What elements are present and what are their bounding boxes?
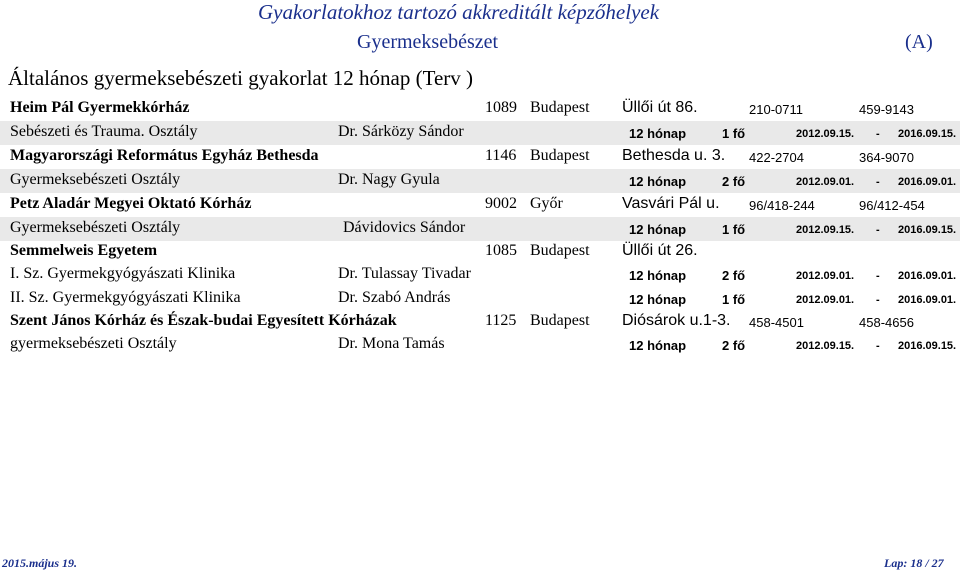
date-to: 2016.09.01.	[898, 270, 957, 282]
institution-city: Budapest	[530, 312, 590, 329]
date-to: 2016.09.01.	[898, 294, 957, 306]
institution-city: Budapest	[530, 242, 590, 259]
category-label: (A)	[905, 31, 933, 53]
document-title: Gyakorlatokhoz tartozó akkreditált képzőhelyek	[258, 0, 660, 24]
department-name: Gyermeksebészeti Osztály	[10, 171, 181, 188]
trainee-count: 1 fő	[722, 222, 746, 237]
institution-city: Győr	[530, 195, 563, 212]
date-dash: -	[876, 270, 880, 282]
department-head: Dr. Nagy Gyula	[338, 171, 440, 188]
training-duration: 12 hónap	[629, 174, 687, 189]
institution-address: Üllői út 26.	[622, 242, 698, 259]
institution-name: Szent János Kórház és Észak-budai Egyesített Kórházak	[10, 312, 397, 329]
date-from: 2012.09.01.	[796, 294, 855, 306]
date-from: 2012.09.01.	[796, 270, 855, 282]
department-head: Dr. Szabó András	[338, 289, 451, 306]
section-heading: Általános gyermeksebészeti gyakorlat 12 hónap (Terv )	[8, 66, 474, 90]
date-dash: -	[876, 176, 880, 188]
training-duration: 12 hónap	[629, 338, 687, 353]
date-from: 2012.09.01.	[796, 176, 855, 188]
trainee-count: 2 fő	[722, 338, 746, 353]
department-name: gyermeksebészeti Osztály	[10, 335, 177, 352]
department-head: Dr. Mona Tamás	[338, 335, 445, 352]
trainee-count: 2 fő	[722, 268, 746, 283]
date-to: 2016.09.15.	[898, 340, 957, 352]
institution-fax: 459-9143	[859, 102, 914, 117]
footer-date: 2015.május 19.	[2, 556, 78, 570]
institution-phone: 96/418-244	[749, 198, 815, 213]
department-name: Sebészeti és Trauma. Osztály	[10, 123, 198, 140]
department-head: Dávidovics Sándor	[343, 219, 466, 236]
institution-name: Petz Aladár Megyei Oktató Kórház	[10, 195, 252, 212]
institution-zip: 1146	[485, 147, 517, 164]
date-to: 2016.09.01.	[898, 176, 957, 188]
institution-city: Budapest	[530, 99, 590, 116]
training-duration: 12 hónap	[629, 222, 687, 237]
institution-fax: 458-4656	[859, 315, 914, 330]
training-duration: 12 hónap	[629, 126, 687, 141]
date-dash: -	[876, 294, 880, 306]
trainee-count: 1 fő	[722, 126, 746, 141]
date-to: 2016.09.15.	[898, 224, 957, 236]
institution-zip: 1089	[485, 99, 517, 116]
date-from: 2012.09.15.	[796, 340, 855, 352]
institution-name: Magyarországi Református Egyház Bethesda	[10, 147, 319, 164]
training-duration: 12 hónap	[629, 292, 687, 307]
trainee-count: 1 fő	[722, 292, 746, 307]
institution-phone: 422-2704	[749, 150, 804, 165]
date-from: 2012.09.15.	[796, 224, 855, 236]
institution-address: Üllői út 86.	[622, 99, 698, 116]
date-dash: -	[876, 340, 880, 352]
department-name: I. Sz. Gyermekgyógyászati Klinika	[10, 265, 236, 282]
department-name: II. Sz. Gyermekgyógyászati Klinika	[10, 289, 241, 306]
institution-zip: 9002	[485, 195, 517, 212]
date-from: 2012.09.15.	[796, 128, 855, 140]
institution-phone: 458-4501	[749, 315, 804, 330]
institution-name: Heim Pál Gyermekkórház	[10, 99, 190, 116]
department-name: Gyermeksebészeti Osztály	[10, 219, 181, 236]
institution-address: Diósárok u.1-3.	[622, 312, 731, 329]
institution-address: Bethesda u. 3.	[622, 147, 726, 164]
institution-city: Budapest	[530, 147, 590, 164]
specialty-name: Gyermeksebészet	[357, 31, 499, 53]
institution-zip: 1125	[485, 312, 517, 329]
trainee-count: 2 fő	[722, 174, 746, 189]
date-to: 2016.09.15.	[898, 128, 957, 140]
institution-zip: 1085	[485, 242, 517, 259]
department-head: Dr. Sárközy Sándor	[338, 123, 464, 140]
institution-address: Vasvári Pál u.	[622, 195, 720, 212]
institution-phone: 210-0711	[749, 102, 803, 117]
department-head: Dr. Tulassay Tivadar	[338, 265, 471, 282]
institution-fax: 364-9070	[859, 150, 914, 165]
institution-fax: 96/412-454	[859, 198, 925, 213]
date-dash: -	[876, 224, 880, 236]
footer-page-number: Lap: 18 / 27	[884, 556, 944, 570]
institution-name: Semmelweis Egyetem	[10, 242, 158, 259]
date-dash: -	[876, 128, 880, 140]
training-duration: 12 hónap	[629, 268, 687, 283]
